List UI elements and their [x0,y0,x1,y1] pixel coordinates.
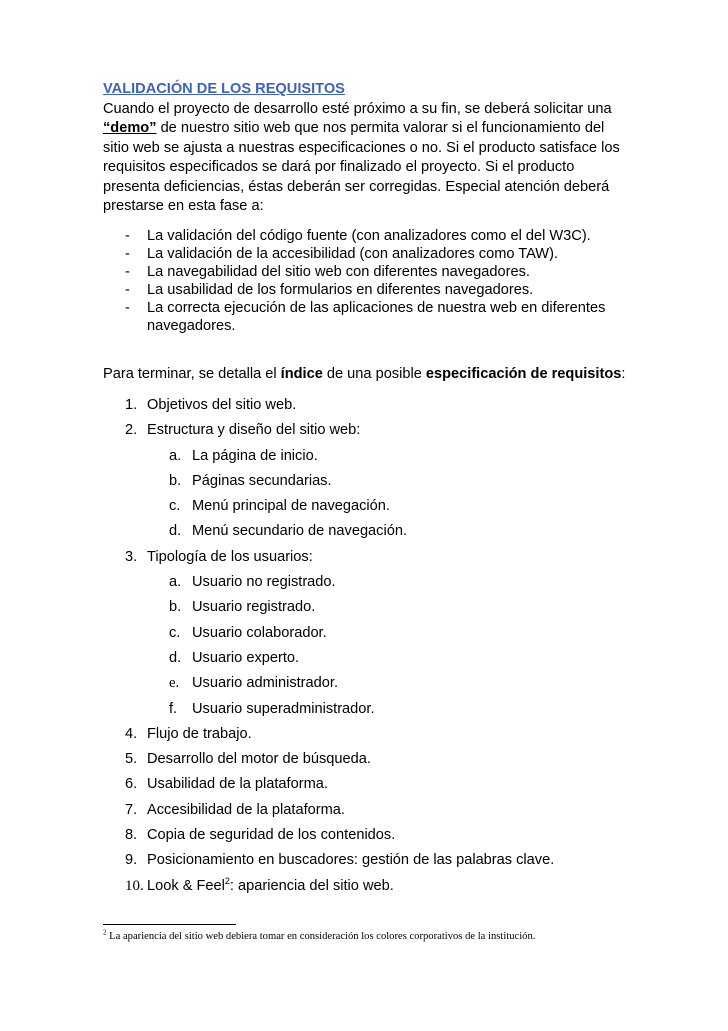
index-item [103,823,633,848]
index-item [103,747,633,772]
index-text: Copia de seguridad de los contenidos. [147,827,396,844]
subitem-letter: d. [169,523,182,540]
intro-text-start: Cuando el proyecto de desarrollo esté próximo a su fin, se deberá solicitar una [103,100,612,117]
intro-text-end: de nuestro sitio web que nos permita valorar si el funcionamiento del sitio web se ajusta a nuestras especificaciones o no. Si el producto satisface los requisitos especificados se dará por finalizado el proyecto. Si el producto presenta deficiencias, éstas deberán ser corregidas. Especial atención deberá prestarse en esta fase a: [103,120,620,214]
subitem [103,671,633,696]
subitem [103,646,633,671]
index-item [103,798,633,823]
dash-bullet: - [125,263,130,280]
index-number: 4. [125,725,138,742]
subitem-text: Menú secundario de navegación. [192,523,408,540]
index-number: 8. [125,827,138,844]
subitem-text: Usuario experto. [192,649,300,666]
subitem [103,697,633,722]
subitem-letter: c. [169,624,181,641]
index-text: Tipología de los usuarios: [147,548,313,565]
validation-bullet-list [103,227,633,335]
index-item [103,848,633,873]
subitem [103,570,633,595]
subitem-text: Usuario no registrado. [192,574,336,591]
index-text: Usabilidad de la plataforma. [147,776,328,793]
index-text: Objetivos del sitio web. [147,397,297,413]
footnote-reference[interactable]: 2 [224,875,230,886]
subitem [103,469,633,494]
index-text: Posicionamiento en buscadores: gestión de las palabras clave. [147,852,555,869]
demo-term: “demo” [103,120,157,136]
subitem-text: Menú principal de navegación. [192,498,390,515]
bullet-text: La navegabilidad del sitio web con diferentes navegadores. [147,263,530,280]
index-number: 9. [125,852,138,869]
index-item [103,545,633,722]
spec-term: especificación de requisitos [425,365,622,382]
footnote [103,928,536,942]
subitem-letter: d. [169,649,182,666]
index-item [103,772,633,797]
index-item [103,722,633,747]
subitem [103,595,633,620]
intro-paragraph [103,100,633,217]
subitem-text: Páginas secundarias. [192,472,332,489]
dash-bullet: - [125,299,130,316]
footnote-separator [103,924,236,925]
index-item [103,874,633,899]
bullet-item [103,299,633,335]
index-item [103,418,633,544]
subitem-text: Usuario superadministrador. [192,700,375,717]
index-number: 1. [125,397,138,413]
subitem-letter: a. [169,447,182,464]
bullet-text: La validación de la accesibilidad (con analizadores como TAW). [147,245,558,262]
subitem-text: Usuario administrador. [192,675,339,692]
closing-paragraph [103,365,633,385]
document-page [103,80,633,899]
dash-bullet: - [125,245,130,262]
index-number: 2. [125,422,138,439]
footnote-text: La apariencia del sitio web debiera tomar en consideración los colores corporativos de la institución. [106,931,536,942]
index-number: 5. [125,751,138,768]
index-number: 10. [125,877,144,894]
subitem-text: La página de inicio. [192,447,318,464]
subitem-letter: b. [169,472,182,489]
section-heading: VALIDACIÓN DE LOS REQUISITOS [103,81,345,97]
bullet-item [103,263,633,281]
subitem-text: Usuario colaborador. [192,624,327,641]
subitem-text: Usuario registrado. [192,599,316,616]
requirements-index [103,393,633,899]
subitem [103,444,633,469]
dash-bullet: - [125,227,130,244]
index-number: 6. [125,776,138,793]
index-text: Flujo de trabajo. [147,725,252,742]
index-number: 3. [125,548,138,565]
index-sublist [147,570,633,722]
bullet-text: La usabilidad de los formularios en diferentes navegadores. [147,281,534,298]
dash-bullet: - [125,281,130,298]
subitem-letter: e. [169,675,180,692]
index-term: índice [280,365,323,382]
closing-text: de una posible [322,365,426,382]
footnote-marker: 2 [103,928,107,937]
subitem [103,519,633,544]
subitem-letter: a. [169,574,182,591]
index-item [103,393,633,418]
subitem-letter: c. [169,498,181,515]
closing-text: Para terminar, se detalla el [103,365,281,382]
index-text: Desarrollo del motor de búsqueda. [147,751,371,768]
index-sublist [147,444,633,545]
subitem-letter: b. [169,599,182,616]
index-text: : apariencia del sitio web. [229,877,394,894]
index-text: Look & Feel [147,877,225,894]
index-text: Accesibilidad de la plataforma. [147,801,345,818]
index-text: Estructura y diseño del sitio web: [147,422,361,439]
bullet-text: La correcta ejecución de las aplicaciones de nuestra web en diferentes navegadores. [147,299,606,334]
bullet-item [103,227,633,245]
subitem [103,494,633,519]
index-number: 7. [125,801,138,818]
subitem-letter: f. [169,700,178,717]
bullet-item [103,245,633,263]
bullet-text: La validación del código fuente (con analizadores como el del W3C). [147,227,591,244]
bullet-item [103,281,633,299]
closing-text: : [621,365,626,382]
subitem [103,621,633,646]
